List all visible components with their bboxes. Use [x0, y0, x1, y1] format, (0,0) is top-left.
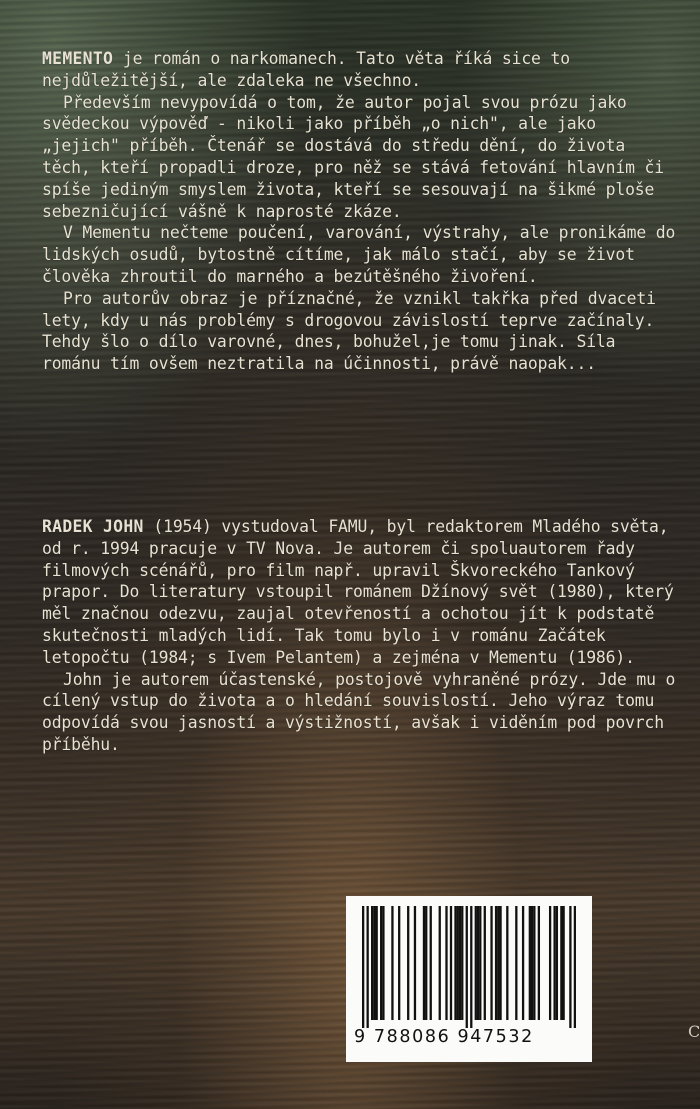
barcode-bar [414, 906, 416, 1020]
barcode-bar [495, 906, 497, 1020]
barcode-bar [574, 906, 576, 1028]
barcode-bar [538, 906, 540, 1020]
book-description-paragraph [42, 48, 682, 92]
author-bio-text: (1954) vystudoval FAMU, byl redaktorem Mladého světa, od r. 1994 pracuje v TV Nova. Je autorem či spoluautorem řady filmových scénářů, pro film např. upravil Škvoreckého Tankový prapor. Do literatury vstoupil románem Džínový svět (1980), který měl značnou odezvu, zaujal otevřeností a ochotou jít k podstatě skutečnosti mladých lidí. Tak tomu bylo i v románu Začátek letopočtu (1984; s Ivem Pelantem) a zejména v Mementu (1986). [42, 517, 674, 667]
barcode-bar [391, 906, 393, 1020]
barcode-bar [430, 906, 432, 1020]
barcode-bar [367, 906, 369, 1028]
book-title-lead: MEMENTO [42, 49, 114, 68]
barcode-bar [371, 906, 373, 1020]
barcode-bar [470, 906, 472, 1028]
barcode-bar [522, 906, 524, 1020]
barcode-bar [459, 906, 461, 1020]
barcode-bar [380, 906, 382, 1020]
barcode-bars [362, 906, 576, 1028]
barcode-bar [562, 906, 564, 1020]
barcode-bar [477, 906, 479, 1020]
barcode-bar [506, 906, 508, 1020]
barcode-bar [556, 906, 558, 1020]
isbn-number: 9 788086 947532 [354, 1027, 534, 1047]
barcode-bar [407, 906, 409, 1020]
author-bio [42, 516, 682, 756]
barcode-bar [425, 906, 427, 1020]
barcode-bar [569, 906, 571, 1028]
barcode-bar [553, 906, 555, 1020]
barcode-bar [439, 906, 441, 1020]
barcode-bar [398, 906, 400, 1020]
barcode-bar [450, 906, 452, 1020]
barcode-bar [533, 906, 535, 1020]
barcode-bar [529, 906, 531, 1020]
author-name-lead: RADEK JOHN [42, 517, 144, 536]
barcode-bar [423, 906, 425, 1020]
barcode-bar [490, 906, 492, 1020]
barcode-bar [549, 906, 551, 1020]
barcode-bar [479, 906, 481, 1020]
barcode-bar [373, 906, 375, 1020]
barcode-bar [382, 906, 384, 1020]
book-description-paragraph: Pro autorův obraz je příznačné, že vznikl takřka před dvaceti lety, kdy u nás problémy s drogovou závislostí teprve začínaly. Tehdy šlo o dílo varovné, dnes, bohužel,je tomu jinak. Síla románu tím ovšem neztratila na účinnosti, právě naopak... [42, 288, 656, 374]
barcode-bar [515, 906, 517, 1020]
barcode-bar [362, 906, 364, 1028]
book-description-text: je román o narkomanech. Tato věta říká sice to nejdůležitější, ale zdaleka ne všechno. [42, 49, 570, 90]
book-description-paragraph: Především nevypovídá o tom, že autor pojal svou prózu jako svědeckou výpověď - nikoli jako příběh „o nich", ale jako „jejich" příběh. Čtenář se dostává do středu dění, do života těch, kteří propadli droze, pro něž se stává fetování hlavním či spíše jediným smyslem života, kteří se sesouvají na šikmé ploše sebezničující vášně k naprosté zkáze. [42, 92, 664, 221]
author-bio-paragraph: John je autorem účastenské, postojově vyhraněné prózy. Jde mu o cílený vstup do života a o hledání souvislostí. Jeho výraz tomu odpovídá svou jasností a výstižností, avšak i viděním pod povrch příběhu. [42, 669, 676, 754]
barcode-bar [484, 906, 486, 1020]
barcode-bar [560, 906, 562, 1020]
edge-letter: C [688, 1022, 700, 1041]
barcode-bar [445, 906, 447, 1020]
barcode-bar [461, 906, 463, 1020]
barcode-bar [497, 906, 499, 1020]
barcode-bar [499, 906, 501, 1020]
isbn-barcode [346, 896, 592, 1062]
barcode-bar [457, 906, 459, 1020]
book-description-paragraph: V Mementu nečteme poučení, varování, výstrahy, ale pronikáme do lidských osudů, bytostně cítíme, jak málo stačí, aby se život člověka zhroutil do marného a bezútěšného živoření. [42, 223, 676, 286]
barcode-bar [376, 906, 378, 1020]
author-bio-paragraph [42, 516, 682, 669]
barcode-bar [454, 906, 456, 1020]
barcode-bar [475, 906, 477, 1020]
barcode-bar [466, 906, 468, 1028]
barcode-bar [531, 906, 533, 1020]
book-description [42, 48, 682, 375]
